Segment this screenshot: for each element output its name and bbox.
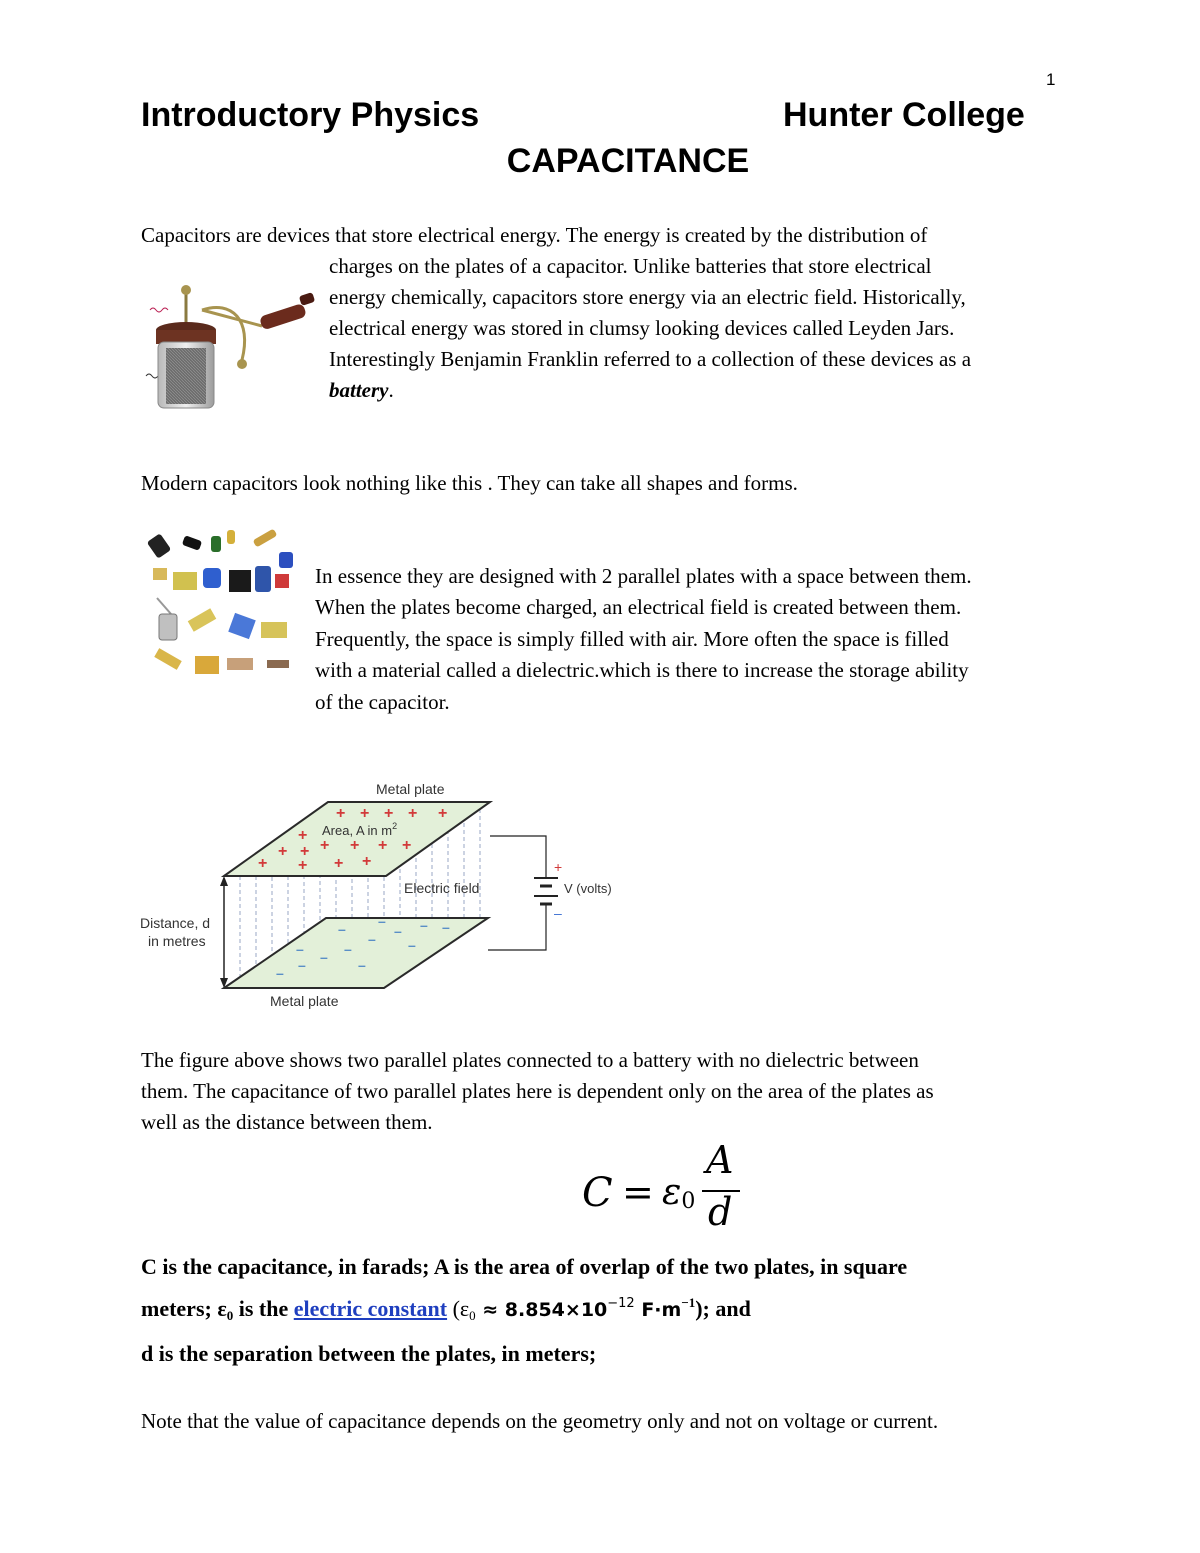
plus-sign: + [384,805,394,822]
essence-line-4: with a material called a dielectric.which is there to increase the storage ability [315,658,969,682]
capacitance-formula [582,1140,752,1240]
wire-top [490,836,546,878]
leyden-jar-image [142,280,320,416]
essence-line-5: of the capacitor. [315,690,450,714]
battery-minus: – [554,905,562,921]
page-number: 1 [1046,70,1056,89]
minus-sign: – [320,949,328,965]
area-label: Area, A in $m^2$ [322,821,398,838]
electric-constant-link[interactable]: electric constant [293,1296,448,1321]
plus-sign: + [300,843,310,860]
definitions-line-1: C is the capacitance, in farads; A is the area of overlap of the two plates, in square [141,1254,908,1279]
intro-line-6 [329,375,394,406]
minus-sign: – [358,957,366,973]
top-plate-label: Metal plate [376,781,445,797]
distance-label-2: in metres [148,933,206,949]
formula-epsilon: $\varepsilon_0$ [662,1172,696,1214]
definitions-line-2: meters; $\varepsilon_0$ is the electric constant ($\varepsilon_0 \approx 8.854\times 10^{-12}$ $F\cdot m^{-1}$); and [141,1295,751,1323]
figure-text-line-1: The figure above shows two parallel plates connected to a battery with no dielectric between [141,1048,919,1072]
plus-sign: + [438,805,448,822]
essence-line-3: Frequently, the space is simply filled with air. More often the space is filled [315,627,949,651]
electric-field-label: Electric field [404,880,480,896]
plus-sign: + [402,837,412,854]
parallel-plate-diagram [138,774,638,1018]
formula-equals: = [622,1170,654,1214]
minus-sign: – [298,957,306,973]
formula-denominator: d [708,1190,733,1234]
plus-sign: + [336,805,346,822]
essence-line-2: When the plates become charged, an electrical field is created between them. [315,595,962,619]
intro-line-4: electrical energy was stored in clumsy looking devices called Leyden Jars. [329,316,955,340]
minus-sign: – [338,921,346,937]
minus-sign: – [296,941,304,957]
minus-sign: – [442,919,450,935]
minus-sign: – [368,931,376,947]
header-college: Hunter College [783,96,1025,134]
intro-line-1: Capacitors are devices that store electrical energy. The energy is created by the distribution of [141,223,928,247]
minus-sign: – [408,937,416,953]
minus-sign: – [394,923,402,939]
intro-line-2: charges on the plates of a capacitor. Unlike batteries that store electrical [329,254,932,278]
plus-sign: + [378,837,388,854]
essence-line-1: In essence they are designed with 2 parallel plates with a space between them. [315,564,972,588]
minus-sign: – [420,917,428,933]
intro-line-3: energy chemically, capacitors store energy via an electric field. Historically, [329,285,966,309]
battery-term: battery [329,378,389,402]
plus-sign: + [360,805,370,822]
minus-sign: – [276,965,284,981]
plus-sign: + [334,855,344,872]
plus-sign: + [350,837,360,854]
minus-sign: – [344,941,352,957]
plus-sign: + [320,837,330,854]
formula-numerator: A [706,1138,734,1182]
intro-line-5: Interestingly Benjamin Franklin referred to a collection of these devices as a [329,347,972,371]
definitions-line-3: d is the separation between the plates, in meters; [141,1341,597,1366]
wire-bottom [488,904,546,950]
distance-label-1: Distance, d [140,915,211,931]
figure-text-line-2: them. The capacitance of two parallel plates here is dependent only on the area of the plates as [141,1079,934,1103]
battery-plus: + [554,859,563,875]
plus-sign: + [258,855,268,872]
page-title: CAPACITANCE [506,142,750,180]
bottom-plate-label: Metal plate [270,993,339,1009]
intro-line-6-end: . [388,378,394,402]
plus-sign: + [298,857,308,874]
figure-text-line-3: well as the distance between them. [141,1110,433,1134]
voltage-label: V (volts) [564,881,612,896]
plus-sign: + [298,827,308,844]
formula-lhs: C [582,1170,613,1216]
minus-sign: – [378,913,386,929]
note-line: Note that the value of capacitance depends on the geometry only and not on voltage or current. [141,1409,939,1433]
assorted-capacitors-image [143,528,303,692]
plus-sign: + [362,853,372,870]
header-course: Introductory Physics [141,96,480,134]
plus-sign: + [408,805,418,822]
plus-sign: + [278,843,288,860]
modern-capacitors-line: Modern capacitors look nothing like this . They can take all shapes and forms. [141,471,798,495]
